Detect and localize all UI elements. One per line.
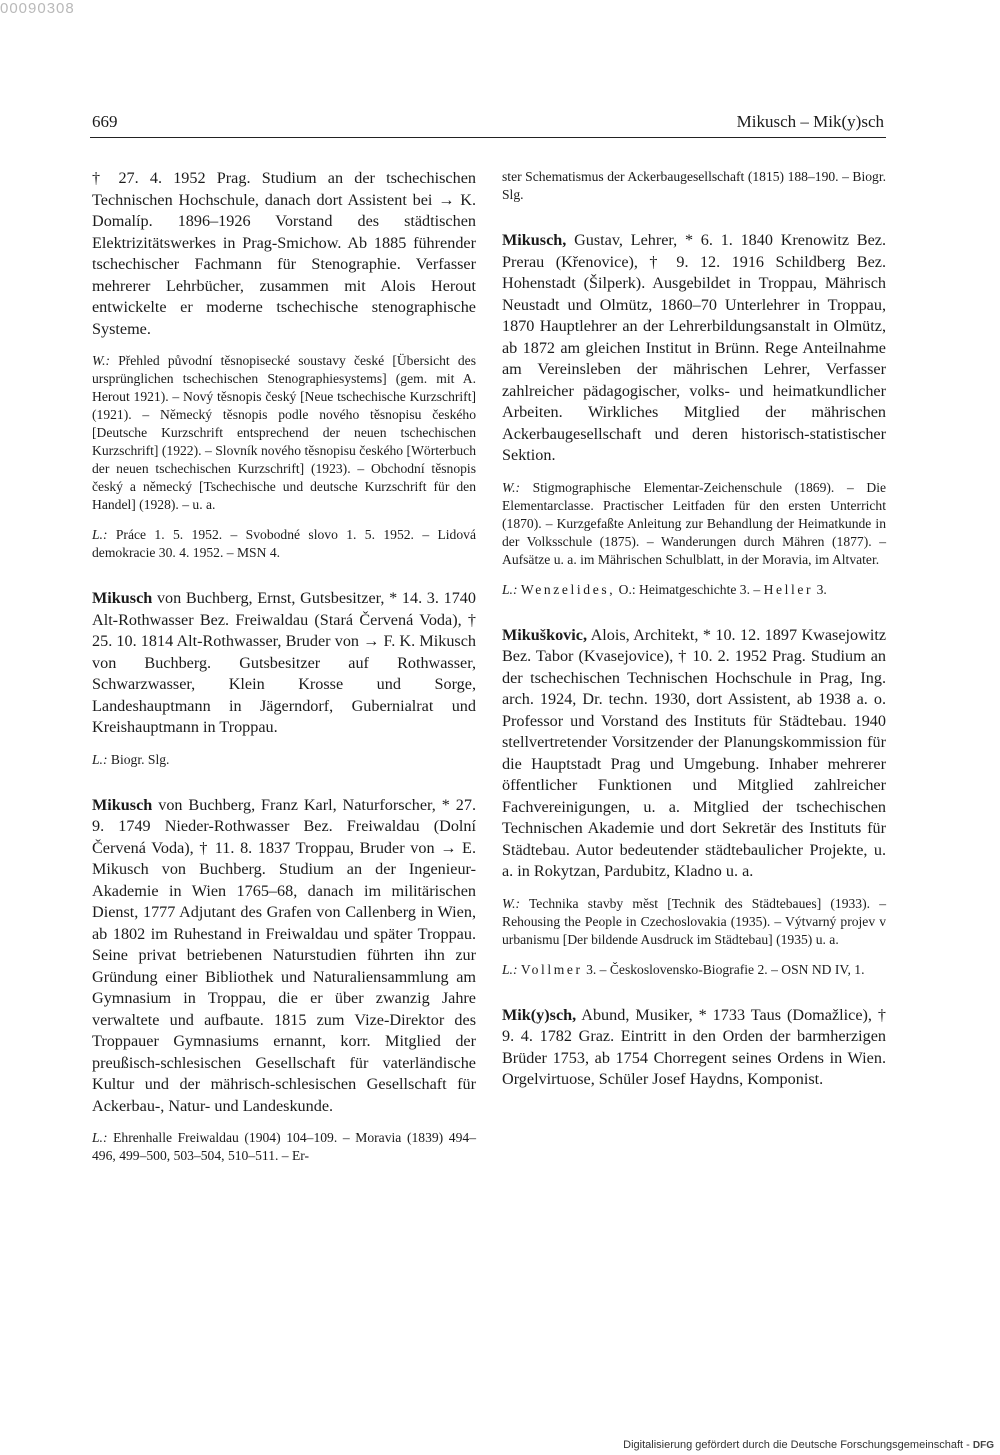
- header-rule: [90, 137, 886, 138]
- literature-text: Práce 1. 5. 1952. – Svobodné slovo 1. 5. 1952. – Lidová demokracie 30. 4. 1952. – MSN 4.: [92, 527, 476, 560]
- entry-mikysch-abund: [502, 1005, 886, 1091]
- archive-stamp: 00090308: [0, 0, 75, 17]
- literature-list: [92, 526, 476, 562]
- literature-text: Ehrenhalle Freiwaldau (1904) 104–109. – Moravia (1839) 494–496, 499–500, 503–504, 510–511. – Er-: [92, 1130, 476, 1163]
- literature-label: L.:: [502, 581, 518, 597]
- literature-text: O.: Heimatgeschichte 3. –: [618, 581, 761, 597]
- literature-text: 3.: [816, 581, 827, 597]
- literature-list: [502, 581, 886, 599]
- literature-label: L.:: [92, 1130, 108, 1145]
- entry-mikusch-gustav: [502, 230, 886, 467]
- literature-author: Vollmer: [520, 961, 583, 977]
- literature-author: Wenzelides,: [520, 581, 616, 597]
- works-list: [92, 352, 476, 514]
- entry-mikusch-ernst: [92, 588, 476, 739]
- literature-label: L.:: [92, 751, 108, 767]
- entry-mikusch-franz-karl: [92, 795, 476, 1118]
- literature-text: 3. – Československo-Biografie 2. – OSN ND IV, 1.: [586, 961, 865, 977]
- literature-list: [92, 1129, 476, 1165]
- works-text: Přehled původní těsnopisecké soustavy české [Übersicht des ursprünglichen tschechischen Stenographiesystems] (gem. mit A. Herout 1921). – Nový těsnopis český [Neue tschechische Kurzschrift] (1921). – Německý těsnopis podle nového těsnopisu českého [Deutsche Kurzschrift entsprechend der neuen tschechischen Kurzschrift] (1922). – Slovník nového těsnopisu českého [Wörterbuch der neuen tschechischen Kurzschrift] (1923). – Obchodní těsnopis český a německý [Tschechische und deutsche Kurzschrift für den Handel] (1928). – u. a.: [92, 353, 476, 512]
- literature-label: L.:: [502, 961, 518, 977]
- funding-footer: [623, 1439, 994, 1451]
- entry-headword: Mik(y)sch,: [502, 1005, 577, 1024]
- works-text: Technika stavby měst [Technik des Städtebaues] (1933). – Rehousing the People in Czechoslovakia (1935). – Výtvarný projev v urbanismu [Der bildende Ausdruck im Städtebau] (1935) u. a.: [502, 895, 886, 947]
- works-text: Stigmographische Elementar-Zeichenschule (1869). – Die Elementarclasse. Practischer Leitfaden für den ersten Unterricht (1870). – Kurzgefaßte Anleitung zur Behandlung der Heimatkunde in der Volksschule (1875). – Wanderungen durch Mähren (1877). – Aufsätze u. a. im Mährischen Schulblatt, in der Moravia, im Altvater.: [502, 479, 887, 567]
- page-header: [92, 112, 884, 136]
- left-column: [92, 168, 476, 1165]
- works-label: W.:: [502, 895, 521, 911]
- works-list: [502, 479, 886, 569]
- running-title: Mikusch – Mik(y)sch: [736, 112, 884, 131]
- entry-headword: Mikusch: [92, 589, 153, 607]
- entry-mikuskovic-alois: [502, 625, 886, 883]
- entry-text: von Buchberg, Franz Karl, Naturforscher, * 27. 9. 1749 Nieder-Rothwasser Bez. Freiwaldau (Dolní Červená Voda), † 11. 8. 1837 Troppau, Bruder von → E. Mikusch von Buchberg. Studium an der Ingenieur-Akademie in Wien 1765–68, danach im militärischen Dienst, 1777 Adjutant des Grafen von Callenberg in Wien, ab 1802 im Ruhestand in Freiwaldau und später Troppau. Seine privat betriebenen Naturstudien führten ihn zur Gründung einer Bibliothek und Naturaliensammlung am Gymnasium in Troppau, die er über zwanzig Jahre verwaltete und aufbaute. 1815 zum Vize-Direktor des Troppauer Gymnasiums ernannt, korr. Mitglied der preußisch-schlesischen Gesellschaft für vaterländische Kultur und der mährisch-schlesischen Gesellschaft für Ackerbau-, Natur- und Landeskunde.: [92, 795, 477, 1115]
- entry-headword: Mikuškovic,: [502, 625, 588, 644]
- literature-label: L.:: [92, 527, 108, 542]
- entry-text: von Buchberg, Ernst, Gutsbesitzer, * 14. 3. 1740 Alt-Rothwasser Bez. Freiwaldau (Stará Červená Voda), † 25. 10. 1814 Alt-Rothwasser, Bruder von → F. K. Mikusch von Buchberg. Gutsbesitzer auf Rothwasser, Schwarzwasser, Klein Krosse und Sorge, Landeshauptmann in Jägerndorf, Gubernialrat und Kreishauptmann in Troppau.: [92, 589, 476, 736]
- works-label: W.:: [92, 353, 111, 368]
- entry-text: Abund, Musiker, * 1733 Taus (Domažlice), † 9. 4. 1782 Graz. Eintritt in den Orden der barmherzigen Brüder 1753, ab 1754 Chorregent seines Ordens in Wien. Orgelvirtuose, Schüler Josef Haydns, Komponist.: [502, 1005, 886, 1088]
- works-label: W.:: [502, 479, 521, 495]
- entry-headword: Mikusch,: [502, 231, 567, 249]
- entry-text: Alois, Architekt, * 10. 12. 1897 Kwasejowitz Bez. Tabor (Kvasejovice), † 10. 2. 1952 Prag. Studium an der tschechischen Technischen Hochschule in Prag, Ing. arch. 1924, Dr. techn. 1930, dort Assistent, ab 1938 a. o. Professor und Vorstand des Instituts für Städtebau. 1940 stellvertretender Vorsitzender der Planungskommission für die Hauptstadt Prag und Umgebung. Inhaber mehrerer öffentlicher Funktionen und Mitglied zahlreicher Fachvereinigungen, u. a. Mitglied der tschechischen Technischen Akademie und dort Sekretär des Instituts für Städtebau. Autor bedeutender städtebaulicher Projekte, u. a. in Rokytzan, Pardubitz, Kladno u. a.: [502, 625, 887, 880]
- right-column: [502, 168, 886, 1091]
- entry-headword: Mikusch: [92, 795, 153, 814]
- literature-list: [502, 961, 886, 979]
- works-list: [502, 895, 886, 949]
- funding-text: Digitalisierung gefördert durch die Deutsche Forschungsgemeinschaft -: [623, 1439, 970, 1451]
- literature-author: Heller: [763, 581, 814, 597]
- entry-text: Gustav, Lehrer, * 6. 1. 1840 Krenowitz Bez. Prerau (Křenovice), † 9. 12. 1916 Schildberg Bez. Hohenstadt (Šilperk). Ausgebildet in Troppau, Mährisch Neustadt und Olmütz, 1860–70 Unterlehrer in Troppau, 1870 Hauptlehrer an der Lehrerbildungsanstalt in Olmütz, ab 1872 am gleichen Institut in Brünn. Rege Anteilnahme am Vereinsleben der mährischen Lehrer, Verfasser zahlreicher pädagogischer, volks- und heimatkundlicher Arbeiten. Wirkliches Mitglied der mährischen Ackerbaugesellschaft und deren historisch-statistischer Sektion.: [502, 231, 886, 464]
- entry-continuation: † 27. 4. 1952 Prag. Studium an der tschechischen Technischen Hochschule, danach dort Assistent bei → K. Domalíp. 1896–1926 Vorstand des städtischen Elektrizitätswerkes in Prag-Smichow. Ab 1885 führender tschechischer Fachmann für Stenographie. Verfasser mehrerer Lehrbücher, zusammen mit Alois Herout entwickelte er moderne tschechische stenographische Systeme.: [92, 169, 476, 338]
- literature-text: Biogr. Slg.: [110, 751, 170, 767]
- dfg-logo: DFG: [972, 1440, 994, 1451]
- literature-continuation: ster Schematismus der Ackerbaugesellschaft (1815) 188–190. – Biogr. Slg.: [502, 169, 886, 202]
- page-number: 669: [92, 112, 118, 131]
- literature-list: [92, 751, 476, 769]
